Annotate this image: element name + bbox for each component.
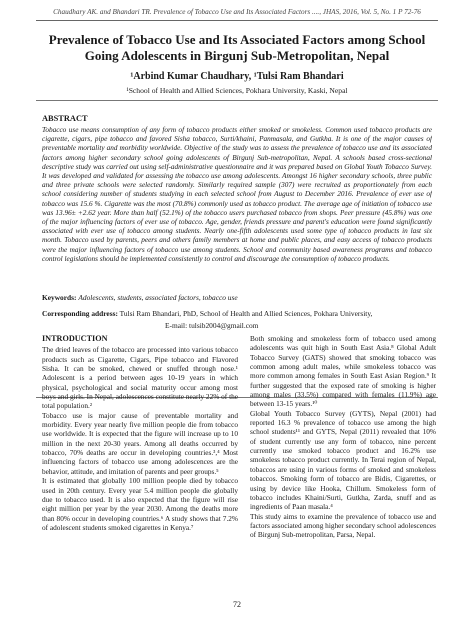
correspondence-label: Corresponding address: bbox=[42, 309, 118, 318]
intro-paragraph: Tobacco use is major cause of preventable mortality and morbidity. Every year nearly five million people die from tobacco use worldwide. It is expected that the figure will increase up to 10 million in the next 20-30 years. Among all deaths occurred by tobacco, 70% deaths are occur in developing countries.³,⁴ Most influencing factors of tobacco use among adolescences are the behavior, attitude, and imitation of parents and peer groups.⁵ bbox=[42, 410, 238, 476]
authors: ¹Arbind Kumar Chaudhary, ¹Tulsi Ram Bhandari bbox=[130, 71, 344, 82]
intro-paragraph: Global Youth Tobacco Survey (GYTS), Nepal (2001) had reported 16.3 % prevalence of tobacco use among the high school students¹¹ and GYTS, Nepal (2011) revealed that 10% of student currently use any form of tobacco, nine percent currently use smoked tobacco product and 16.2% use smokeless tobacco product currently. In Terai region of Nepal, tobaccos are using in various forms of smoked and smokeless tobaccos. Smoking form of tobacco are Bidis, Cigarettes, or using by device like Hooka, Chillum. Smokeless form of tobacco includes Khaini/Surti, Gutkha, Zarda, snuff and as ingredients of Paan masala.⁴ bbox=[250, 408, 436, 512]
abstract-text: Tobacco use means consumption of any form of tobacco products either smoked or smokeless. Common used tobacco products are cigarette, cigars, pipe tobacco and favored Sisha tobacco, Surti/khaini, Panmasala, and Gutkha. It is one of the major causes of preventable mortality and morbidity worldwide. Objective of the study was to assess the prevalence of tobacco use and its associated factors among higher secondary school going adolescents of Birgunj Sub-metropolitan, Nepal. A schools based cross-sectional descriptive study was carried out using self-administrative questionnaire and it was prepared based on Global Youth Tobacco Survey. It was developed and validated for assessing the tobacco use among adolescents. Amongst 16 higher secondary schools, three public and three private schools were selected randomly. Similarly required sample (307) were recruited as proportionately from each school considering number of students studying in each selected school from August to December 2016. Prevalence of ever use of tobacco was 15.6 %. Cigarette was the most (70.8%) commonly used as tobacco product. The average age of initiation of tobacco use was 13.96± +2.62 year. More than half (52.1%) of the tobacco users purchased tobacco from shops. Peer pressure (45.8%) was one of the major influencing factors of ever use of tobacco. Age, gender, friends pressure and parent's education were found significantly associated with ever use of tobacco among students. Nearly one-fifth adolescents used some type of tobacco products in last six month. Tobacco used by parents, peers and others family members at home and public places, and easy access of tobacco products were the major influencing factors of tobacco use among students. School and community based awareness programs and tobacco control legislations should be implemented consistently to control and discourage the consumption of tobacco products. bbox=[42, 126, 432, 263]
paper-title: Prevalence of Tobacco Use and Its Associated Factors among School Going Adolescents in Birgunj Sub-Metropolitan, Nepal bbox=[48, 32, 426, 63]
keywords-text: Adolescents, students, associated factors, tobacco use bbox=[78, 293, 238, 302]
introduction-heading: INTRODUCTION bbox=[42, 334, 108, 343]
header-divider bbox=[36, 20, 438, 21]
left-column bbox=[42, 334, 238, 594]
intro-paragraph: The dried leaves of the tobacco are processed into various tobacco products such as Cigarette, Cigars, Pipe tobacco and Flavored Sisha. It can be smoked, chewed or snuffed through nose.¹ Adolescent is a period between ages 10-19 years in which physical, psychological and social maturity occur among most boys and girls. In Nepal, adolescences constitute nearly 22% of the total population.² bbox=[42, 345, 238, 411]
correspondence-email: E-mail: tulsib2004@gmail.com bbox=[165, 321, 259, 330]
intro-paragraph: It is estimated that globally 100 million people died by tobacco used in 20th century. Every year 5.4 million people die globally due to tobacco used. It is also expected that the figure will rise eight million per year by the year 2030. Among the deaths more than 80% occur in developing countries.⁶ A study shows that 7.2% of adolescent students smoked cigarettes in Kenya.⁷ bbox=[42, 476, 238, 532]
affiliation: ¹School of Health and Allied Sciences, Pokhara University, Kaski, Nepal bbox=[126, 86, 348, 95]
abstract-heading: ABSTRACT bbox=[42, 114, 88, 123]
intro-paragraph: Both smoking and smokeless form of tobacco used among adolescents was quit high in South East Asia.⁸ Global Adult Tobacco Survey (GATS) showed that smoking tobacco was common among adult males, while smokeless tobacco was more common among females in South East Asian Region.⁹ It further suggested that the exposed rate of smoking is higher among males (33.5%) compared with females (11.9%) age between 13-15 years.¹⁰ bbox=[250, 334, 436, 409]
page-number: 72 bbox=[233, 600, 241, 609]
right-column bbox=[250, 334, 436, 594]
running-header: Chaudhary AK. and Bhandari TR. Prevalence of Tobacco Use and Its Associated Factors ...., JHAS, 2016, Vol. 5, No. 1 P 72-76 bbox=[53, 8, 421, 16]
correspondence bbox=[42, 309, 432, 319]
keywords-label: Keywords: bbox=[42, 293, 77, 302]
intro-paragraph: This study aims to examine the prevalence of tobacco use and factors associated among higher secondary school adolescences of Birgunj Sub-metropolitan, Parsa, Nepal. bbox=[250, 511, 436, 540]
correspondence-text: Tulsi Ram Bhandari, PhD, School of Health and Allied Sciences, Pokhara University, bbox=[119, 309, 373, 318]
keywords bbox=[42, 293, 432, 302]
